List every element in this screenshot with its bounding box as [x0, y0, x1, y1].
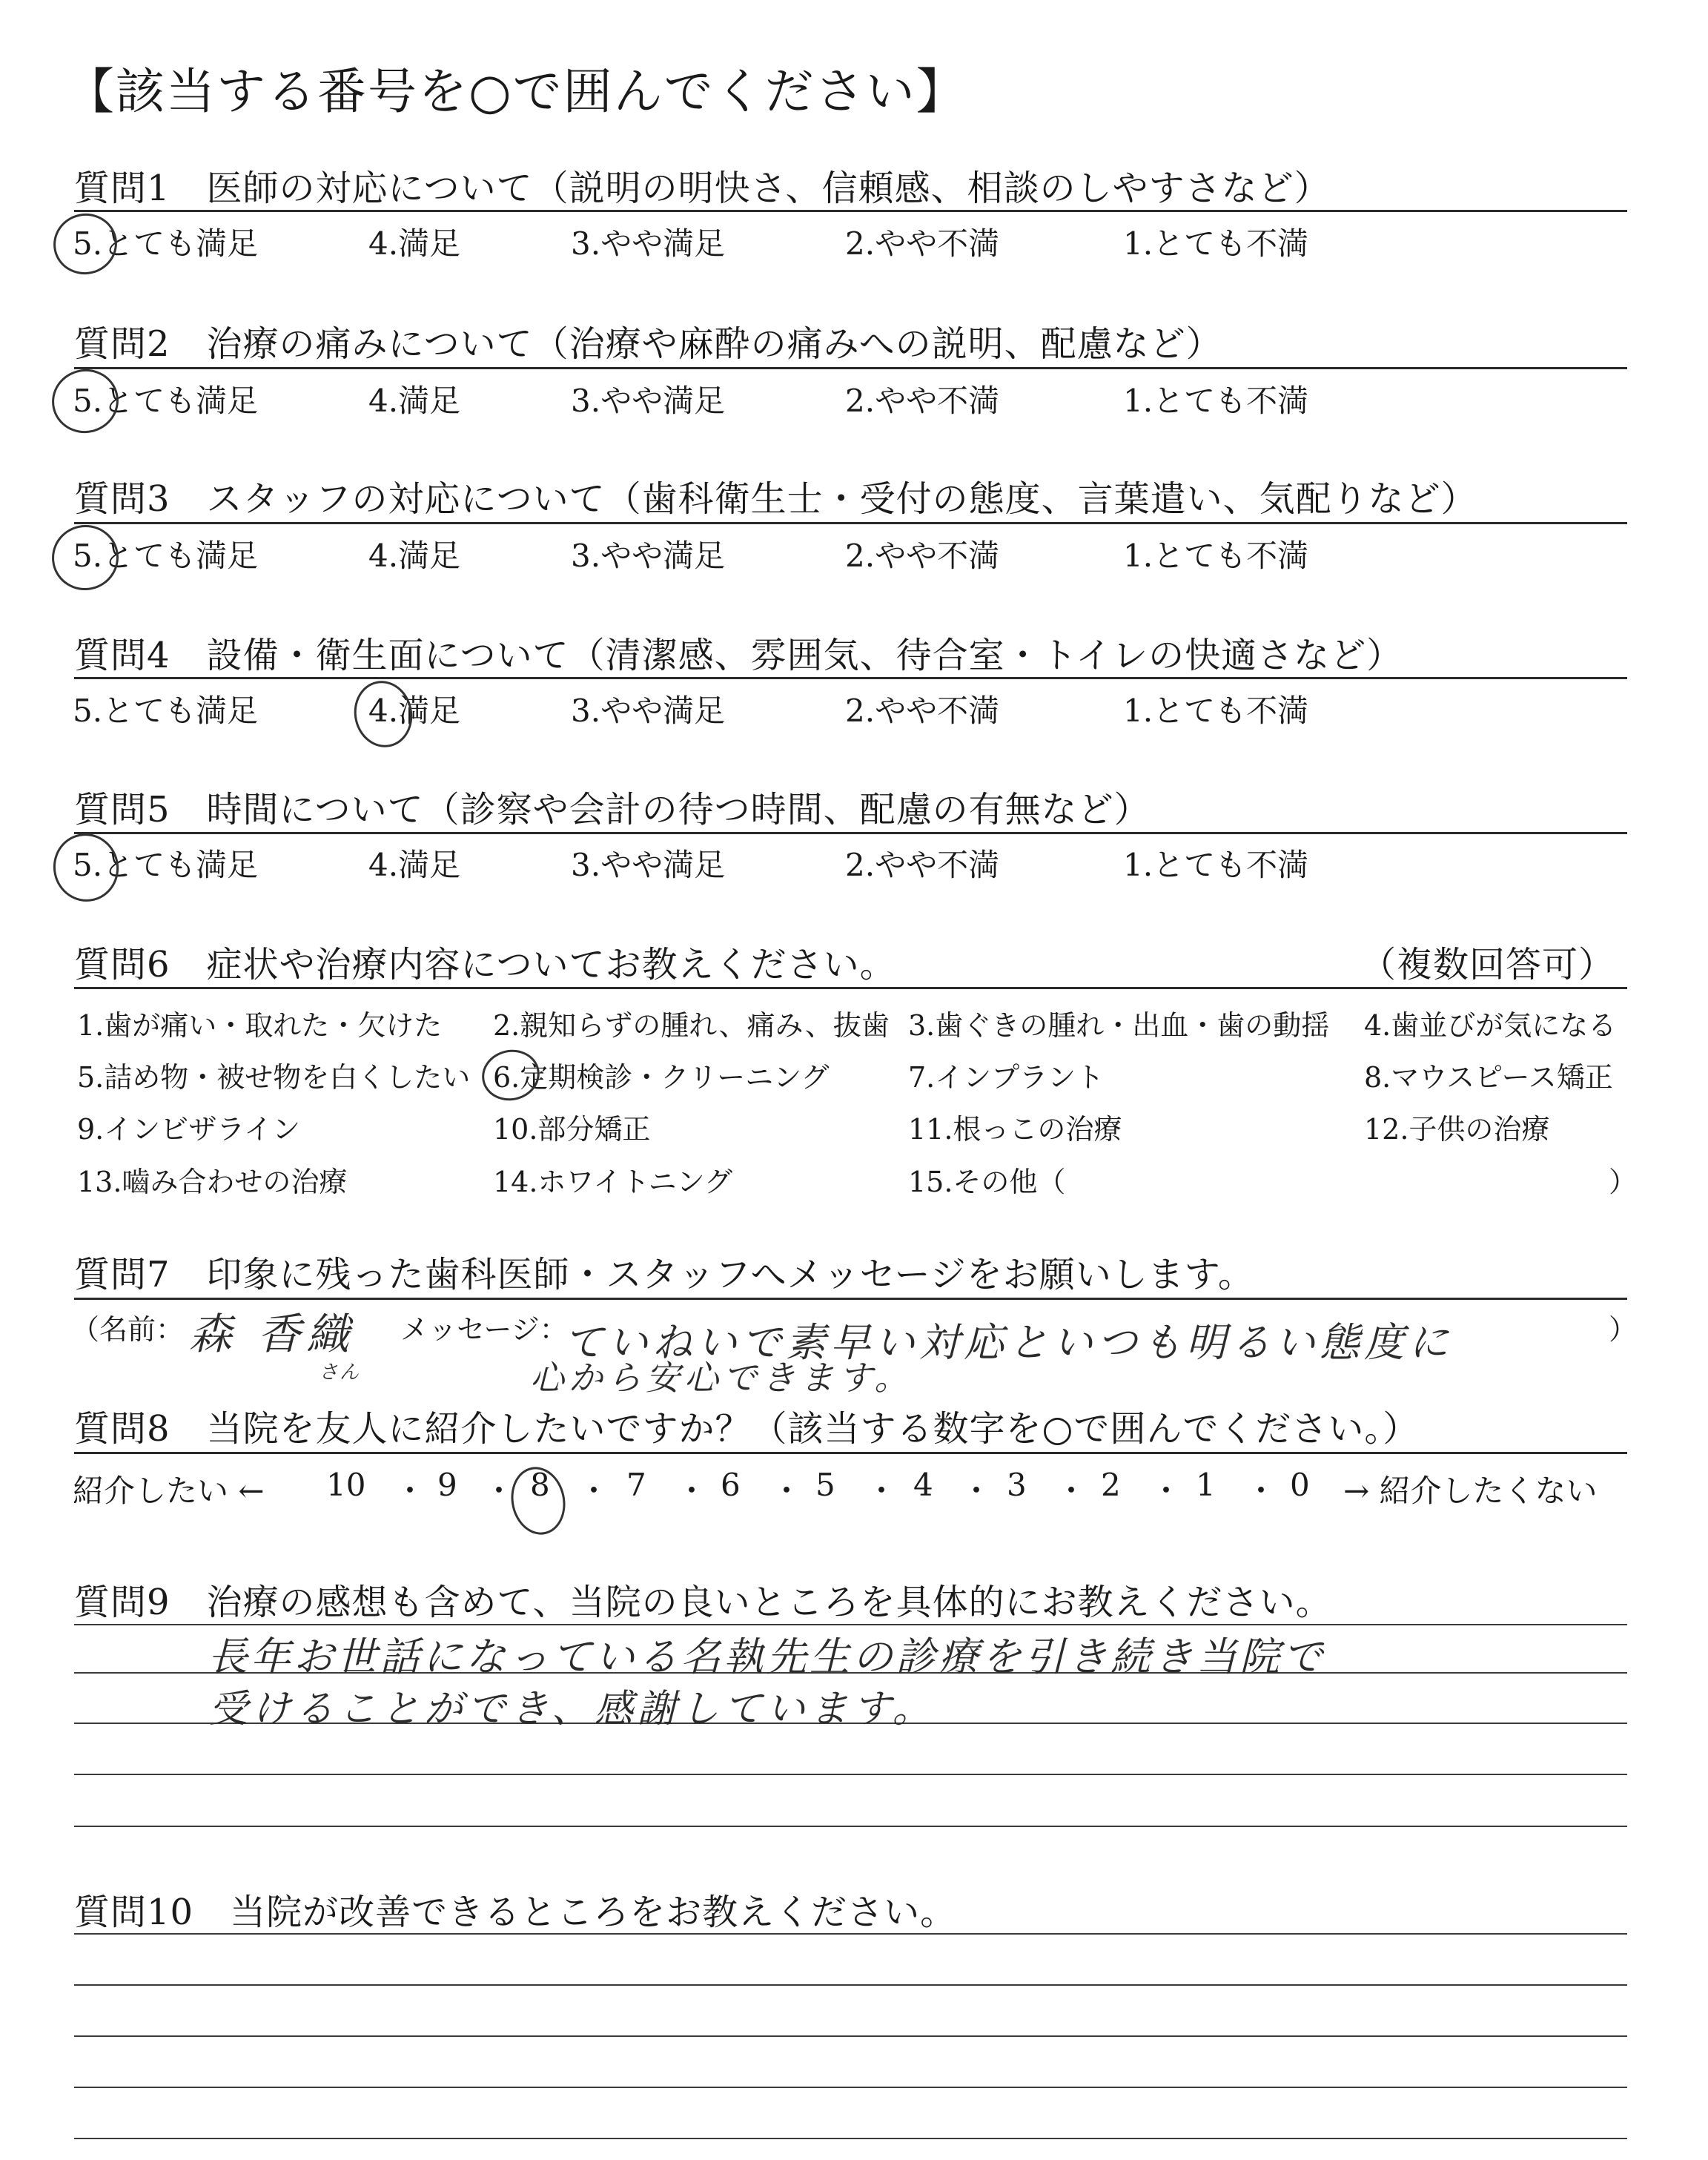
q6-item-6[interactable]: 6.定期検診・クリーニング	[493, 1061, 830, 1094]
q7-name-value: 森 香織	[189, 1309, 356, 1359]
q1-option-5[interactable]: 5.とても満足	[73, 225, 259, 262]
q6-item-11[interactable]: 11.根っこの治療	[908, 1113, 1122, 1146]
form-header: 【該当する番号を○で囲んでください】	[65, 63, 967, 120]
q6-item-10[interactable]: 10.部分矯正	[493, 1113, 651, 1146]
q6-multiple-note: （複数回答可）	[1360, 944, 1615, 985]
q8-scale-1[interactable]: 1	[1196, 1467, 1216, 1503]
q5-rule	[74, 832, 1627, 834]
q8-scale-3[interactable]: 3	[1007, 1467, 1027, 1503]
q10-title: 質問10 当院が改善できるところをお教えください。	[74, 1892, 957, 1933]
q8-selection-circle	[505, 1462, 572, 1540]
q8-scale-0[interactable]: 0	[1290, 1467, 1310, 1503]
q9-title: 質問9 治療の感想も含めて、当院の良いところを具体的にお教えください。	[74, 1582, 1332, 1623]
q7-message-label: メッセージ：	[400, 1313, 568, 1346]
q8-scale-5[interactable]: 5	[815, 1467, 835, 1503]
q6-item-13[interactable]: 13.嚙み合わせの治療	[77, 1166, 348, 1198]
q8-scale-dot: ・	[771, 1473, 803, 1509]
q3-option-4[interactable]: 4.満足	[368, 538, 461, 574]
q6-item-12[interactable]: 12.子供の治療	[1364, 1113, 1550, 1146]
q6-item-2[interactable]: 2.親知らずの腫れ、痛み、抜歯	[493, 1009, 890, 1042]
q4-option-1[interactable]: 1.とても不満	[1123, 693, 1309, 729]
q6-item-8[interactable]: 8.マウスピース矯正	[1364, 1061, 1613, 1094]
q2-option-4[interactable]: 4.満足	[368, 383, 461, 419]
q4-title: 質問4 設備・衛生面について（清潔感、雰囲気、待合室・トイレの快適さなど）	[74, 635, 1403, 676]
q5-option-5[interactable]: 5.とても満足	[73, 847, 259, 883]
q1-option-2[interactable]: 2.やや不満	[845, 225, 1000, 262]
q8-scale-10[interactable]: 10	[326, 1467, 366, 1503]
q5-option-4[interactable]: 4.満足	[368, 847, 461, 883]
q8-scale-dot: ・	[1056, 1473, 1088, 1509]
q1-option-4[interactable]: 4.満足	[368, 225, 461, 262]
q6-item-9[interactable]: 9.インビザライン	[77, 1113, 301, 1146]
q6-item-3[interactable]: 3.歯ぐきの腫れ・出血・歯の動揺	[908, 1009, 1330, 1042]
q8-scale-6[interactable]: 6	[721, 1467, 741, 1503]
q8-scale-4[interactable]: 4	[913, 1467, 933, 1503]
q9-line-4	[74, 1774, 1627, 1775]
q8-scale-8[interactable]: 8	[530, 1467, 550, 1503]
q7-name-label: （名前：	[71, 1313, 185, 1346]
q6-item-5[interactable]: 5.詰め物・被せ物を白くしたい	[77, 1061, 471, 1094]
q2-selection-circle	[46, 363, 125, 440]
q3-option-1[interactable]: 1.とても不満	[1123, 538, 1309, 574]
q1-option-3[interactable]: 3.やや満足	[571, 225, 726, 262]
q10-line-3	[74, 2035, 1627, 2037]
q3-option-5[interactable]: 5.とても満足	[73, 538, 259, 574]
q8-left-label: 紹介したい ←	[73, 1473, 265, 1509]
q8-scale-dot: ・	[394, 1473, 426, 1509]
q4-option-3[interactable]: 3.やや満足	[571, 693, 726, 729]
q10-line-4	[74, 2087, 1627, 2088]
q7-name-suffix: さん	[319, 1361, 361, 1384]
q6-item-1[interactable]: 1.歯が痛い・取れた・欠けた	[77, 1009, 443, 1042]
q6-item-15-close: ）	[1609, 1166, 1638, 1198]
q3-selection-circle	[46, 519, 125, 597]
q8-scale-dot: ・	[578, 1473, 610, 1509]
q8-scale-dot: ・	[961, 1473, 993, 1509]
q8-scale-9[interactable]: 9	[437, 1467, 457, 1503]
q1-selection-circle	[47, 208, 122, 280]
q4-rule	[74, 677, 1627, 679]
q5-option-1[interactable]: 1.とても不満	[1123, 847, 1309, 883]
q8-scale-dot: ・	[1245, 1473, 1277, 1509]
q2-title: 質問2 治療の痛みについて（治療や麻酔の痛みへの説明、配慮など）	[74, 323, 1222, 365]
q3-option-2[interactable]: 2.やや不満	[845, 538, 1000, 574]
q6-item-15[interactable]: 15.その他（	[908, 1166, 1066, 1198]
q8-scale-dot: ・	[1151, 1473, 1182, 1509]
q9-answer-line2: 受けることができ、感謝しています。	[209, 1687, 936, 1731]
q6-rule	[74, 987, 1627, 989]
q2-option-1[interactable]: 1.とても不満	[1123, 383, 1309, 419]
q5-selection-circle	[47, 828, 125, 908]
q10-line-1	[74, 1933, 1627, 1935]
q8-scale-dot: ・	[676, 1473, 708, 1509]
q7-message-line1: ていねいで素早い対応といつも明るい態度に	[563, 1319, 1453, 1366]
q1-title: 質問1 医師の対応について（説明の明快さ、信頼感、相談のしやすさなど）	[74, 168, 1331, 209]
q2-option-3[interactable]: 3.やや満足	[571, 383, 726, 419]
q2-rule	[74, 367, 1627, 369]
q7-message-line2: 心から安心できます。	[530, 1358, 913, 1398]
q4-option-5[interactable]: 5.とても満足	[73, 693, 259, 729]
q8-scale-7[interactable]: 7	[626, 1467, 646, 1503]
q6-item-7[interactable]: 7.インプラント	[908, 1061, 1105, 1094]
q5-option-3[interactable]: 3.やや満足	[571, 847, 726, 883]
q10-line-2	[74, 1984, 1627, 1986]
q8-scale-dot: ・	[483, 1473, 515, 1509]
q2-option-2[interactable]: 2.やや不満	[845, 383, 1000, 419]
q8-scale-2[interactable]: 2	[1101, 1467, 1121, 1503]
q3-rule	[74, 522, 1627, 524]
q5-title: 質問5 時間について（診察や会計の待つ時間、配慮の有無など）	[74, 789, 1151, 830]
q1-option-1[interactable]: 1.とても不満	[1123, 225, 1309, 262]
q3-title: 質問3 スタッフの対応について（歯科衛生士・受付の態度、言葉遣い、気配りなど）	[74, 478, 1477, 520]
q8-rule	[74, 1452, 1627, 1454]
q2-option-5[interactable]: 5.とても満足	[73, 383, 259, 419]
q1-rule	[74, 210, 1627, 212]
q9-line-5	[74, 1826, 1627, 1827]
q10-line-5	[74, 2138, 1627, 2139]
q5-option-2[interactable]: 2.やや不満	[845, 847, 1000, 883]
q6-item-4[interactable]: 4.歯並びが気になる	[1364, 1009, 1617, 1042]
q4-option-2[interactable]: 2.やや不満	[845, 693, 1000, 729]
q8-right-label: → 紹介したくない	[1343, 1473, 1598, 1509]
q6-title: 質問6 症状や治療内容についてお教えください。	[74, 944, 896, 985]
q7-close-paren: ）	[1609, 1313, 1638, 1346]
q9-answer-line1: 長年お世話になっている名執先生の診療を引き続き当院で	[208, 1634, 1325, 1680]
q8-scale-dot: ・	[866, 1473, 898, 1509]
q6-item-14[interactable]: 14.ホワイトニング	[493, 1166, 733, 1198]
q3-option-3[interactable]: 3.やや満足	[571, 538, 726, 574]
q4-option-4[interactable]: 4.満足	[368, 693, 461, 729]
q8-title: 質問8 当院を友人に紹介したいですか？（該当する数字を○で囲んでください。）	[74, 1408, 1420, 1450]
q7-title: 質問7 印象に残った歯科医師・スタッフへメッセージをお願いします。	[74, 1254, 1254, 1295]
